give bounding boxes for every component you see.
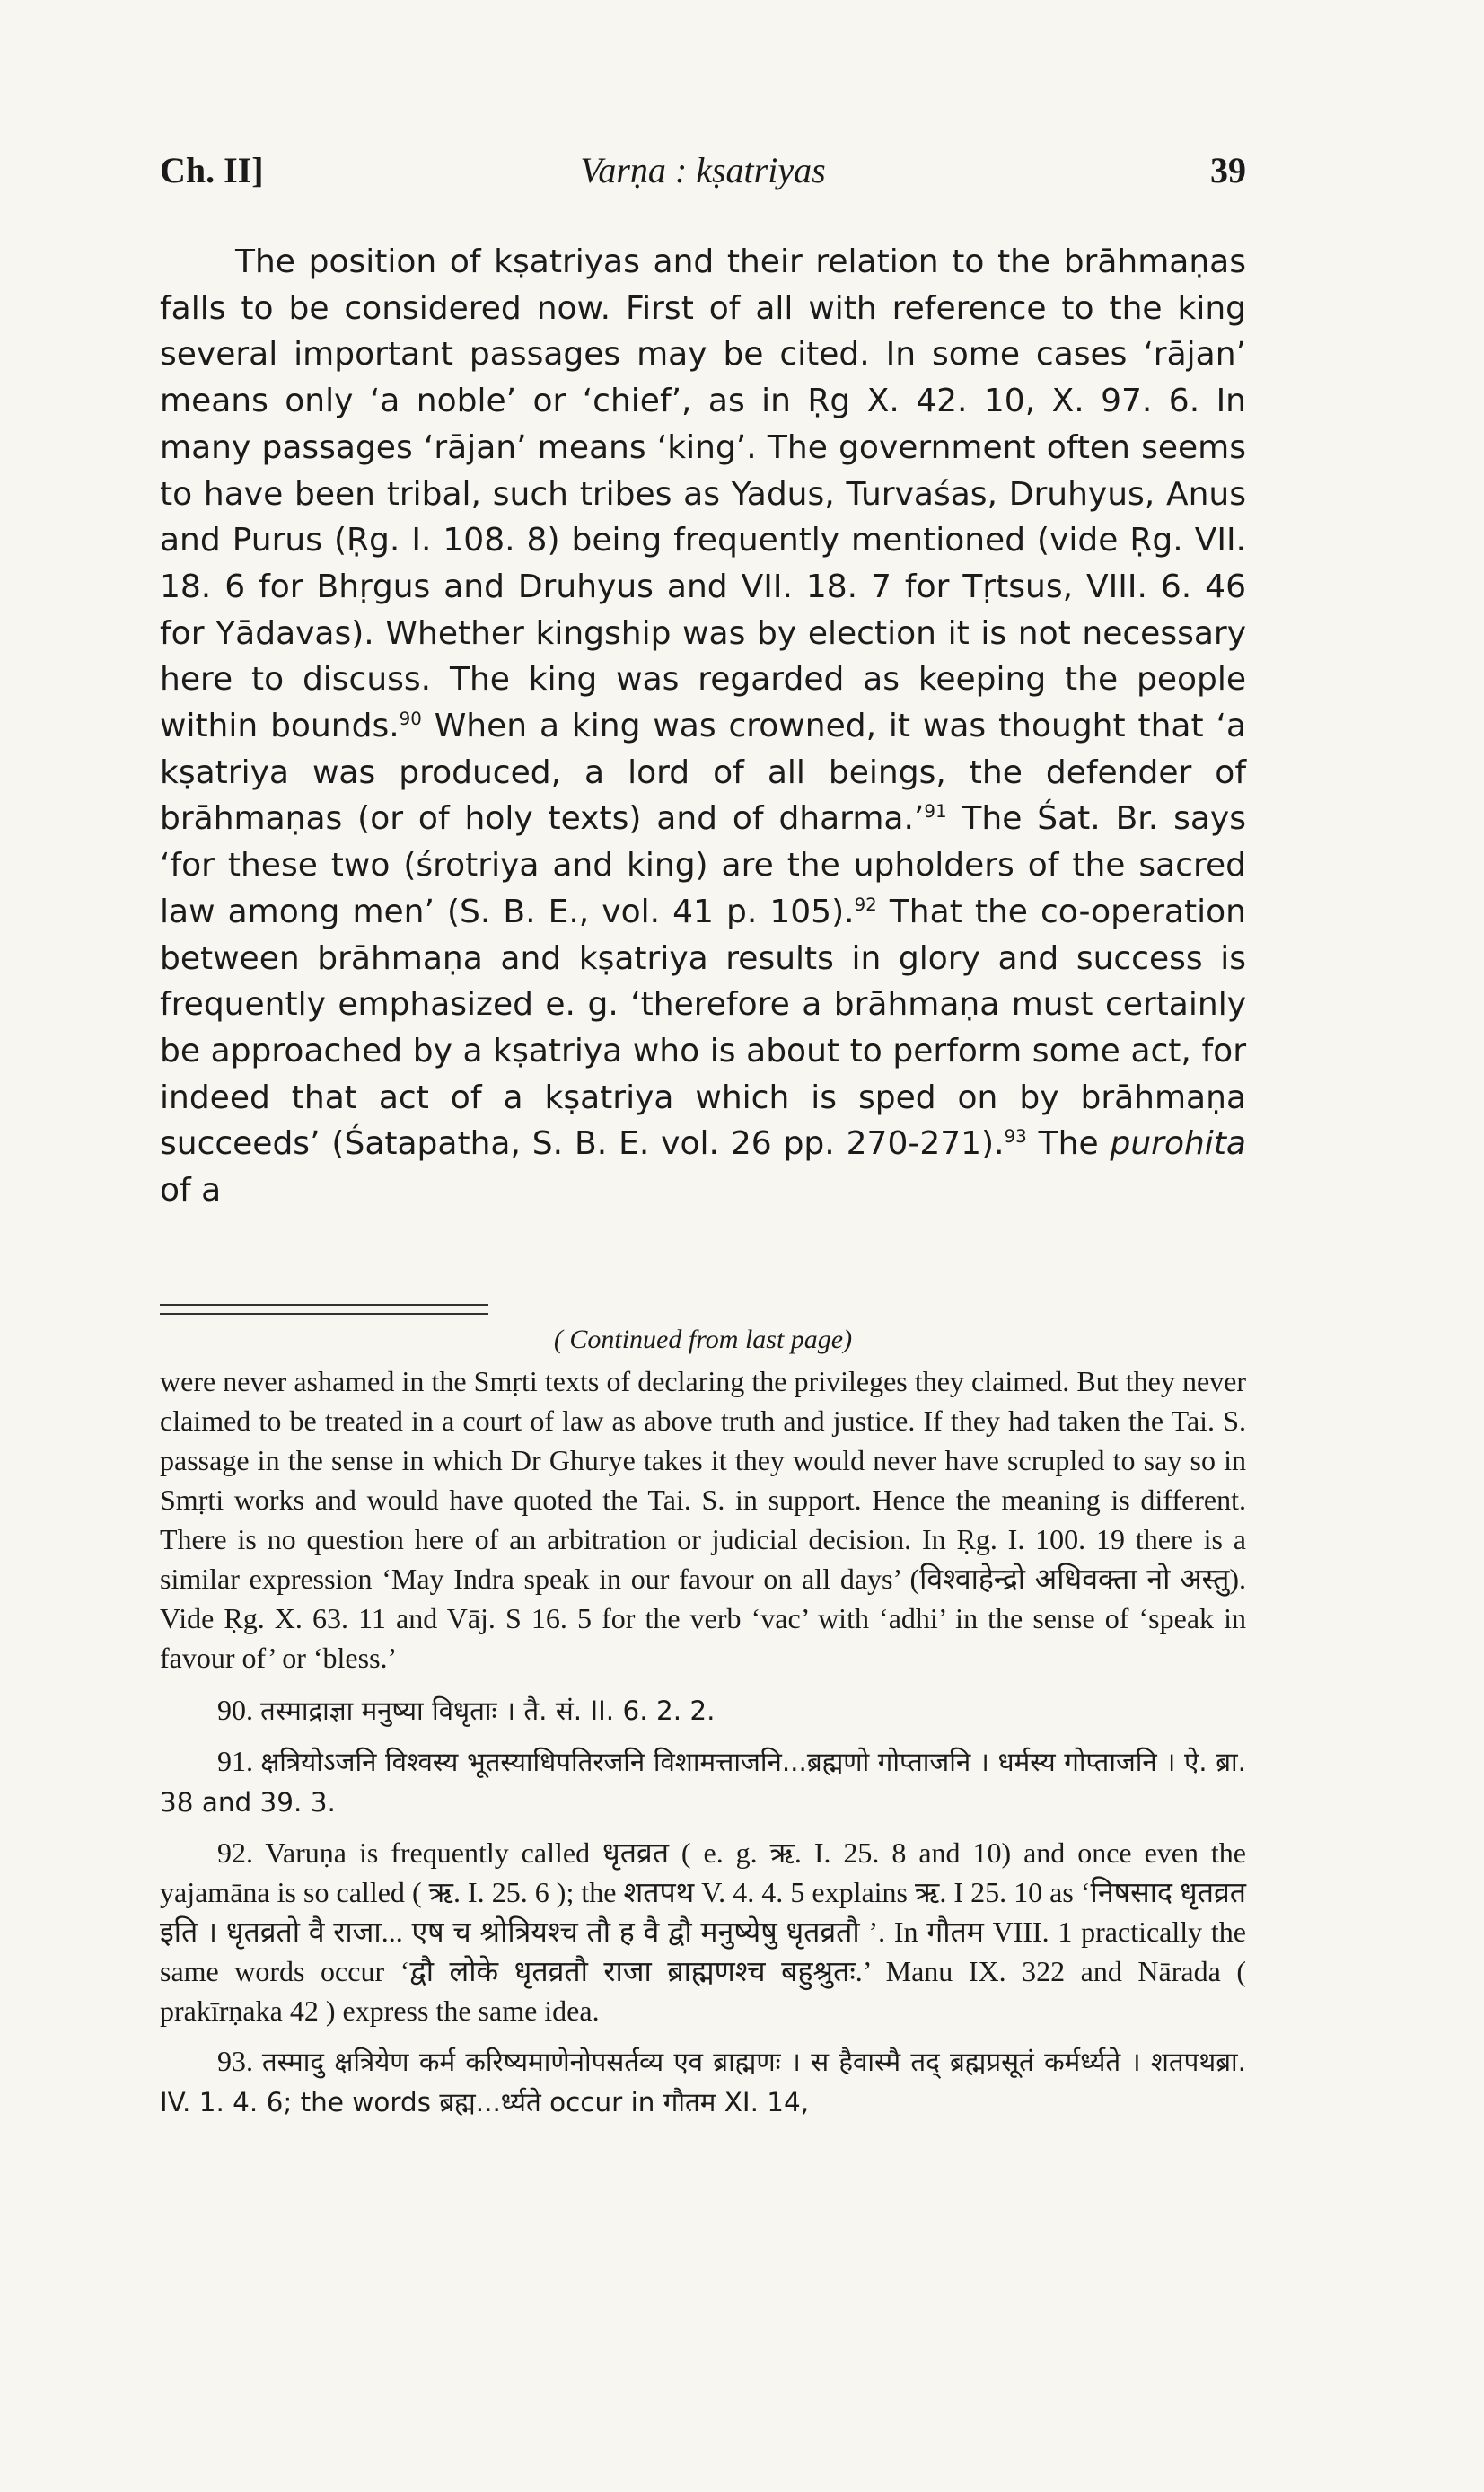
continued-footnote-text: were never ashamed in the Smṛti texts of declaring the privileges they claimed. But they never claimed to be treated in a court of law as above truth and justice. If they had taken the Tai. S. passage in the sense in which Dr Ghurye takes it they would never have scrupled to say so in Smṛti works and would have quoted the Tai. S. in support. Hence the meaning is different. There is no question here of an arbitration or judicial decision. In Ṛg. I. 100. 19 there is a similar expression ‘May Indra speak in our favour on all days’ (विश्वाहेन्द्रो अधिवक्ता नो अस्तु). Vide Ṛg. X. 63. 11 and Vāj. S 16. 5 for the verb ‘vac’ with ‘adhi’ in the sense of ‘speak in favour of’ or ‘bless.’ — [160, 1365, 1246, 1674]
footnote-number: 93. — [217, 2045, 253, 2077]
body-text-3: The Śat. Br. says ‘for these two (śrotriya and king) are the upholders of the sacred law among men’ (S. B. E., vol. 41 p. 105). — [160, 800, 1246, 930]
footnote-ref-91[interactable]: 91 — [924, 801, 947, 823]
footnote-text: तस्माद्राज्ञा मनुष्या विधृताः । तै. सं. II. 6. 2. 2. — [260, 1695, 716, 1726]
footnote-92 — [160, 1833, 1246, 2030]
running-header — [160, 144, 1246, 198]
continued-label: ( Continued from last page) — [553, 1325, 853, 1354]
footnote-text: क्षत्रियोऽजनि विश्वस्य भूतस्याधिपतिरजनि विशामत्ताजनि...ब्रह्मणो गोप्ताजनि । धर्मस्य गोप्ताजनि । ऐ. ब्रा. 38 and 39. 3. — [160, 1747, 1246, 1818]
footnote-90 — [160, 1690, 1246, 1730]
running-title: Varṇa : kṣatriyas — [580, 150, 826, 190]
footnote-ref-92[interactable]: 92 — [854, 894, 877, 915]
page-number: 39 — [1210, 150, 1246, 190]
footnote-divider-top — [160, 1304, 488, 1306]
footnote-text: तस्मादु क्षत्रियेण कर्म करिष्यमाणेनोपसर्तव्य एव ब्राह्मणः । स हैवास्मै तद् ब्रह्मप्रसूतं कर्मर्ध्यते । शतपथब्रा. IV. 1. 4. 6; the words ब्रह्म...र्ध्यते occur in गौतम XI. 14, — [160, 2047, 1246, 2118]
footnote-93 — [160, 2041, 1246, 2122]
body-text-4: That the co-operation between brāhmaṇa and kṣatriya results in glory and success is frequently emphasized e. g. ‘therefore a brāhmaṇa must certainly be approached by a kṣatriya who is about to perform some act, for indeed that act of a kṣatriya which is sped on by brāhmaṇa succeeds’ (Śatapatha, S. B. E. vol. 26 pp. 270-271). — [160, 893, 1246, 1163]
chapter-label: Ch. II] — [160, 150, 264, 190]
footnote-91 — [160, 1741, 1246, 1822]
footnote-divider-bottom — [160, 1313, 488, 1315]
footnotes-section — [160, 1320, 1246, 2133]
footnote-number: 91. — [217, 1745, 253, 1777]
body-text-2: When a king was crowned, it was thought that ‘a kṣatriya was produced, a lord of all beings, the defender of brāhmaṇas (or of holy texts) and of dharma.’ — [160, 708, 1246, 838]
body-text-5: The — [1026, 1125, 1111, 1163]
footnote-number: 90. — [217, 1694, 253, 1726]
body-text-1: The position of kṣatriyas and their relation to the brāhmaṇas falls to be considered now. First of all with reference to the king several important passages may be cited. In some cases ‘rājan’ means only ‘a noble’ or ‘chief’, as in Ṛg X. 42. 10, X. 97. 6. In many passages ‘rājan’ means ‘king’. The government often seems to have been tribal, such tribes as Yadus, Turvaśas, Druhyus, Anus and Purus (Ṛg. I. 108. 8) being frequently mentioned (vide Ṛg. VII. 18. 6 for Bhṛgus and Druhyus and VII. 18. 7 for Tṛtsus, VIII. 6. 46 for Yādavas). Whether kingship was by election it is not necessary here to discuss. The king was regarded as keeping the people within bounds. — [160, 243, 1246, 745]
footnote-number: 92. — [217, 1836, 253, 1869]
footnote-ref-93[interactable]: 93 — [1004, 1126, 1027, 1148]
body-text-6: of a — [160, 1172, 222, 1210]
purohita-term: purohita — [1110, 1125, 1246, 1163]
footnote-text: Varuṇa is frequently called धृतव्रत ( e. g. ऋ. I. 25. 8 and 10) and once even the yajamāna is so called ( ऋ. I. 25. 6 ); the शतपथ V. 4. 4. 5 explains ऋ. I 25. 10 as ‘निषसाद धृतव्रत इति । धृतव्रतो वै राजा... एष च श्रोत्रियश्च तौ ह वै द्वौ मनुष्येषु धृतव्रतौ ’. In गौतम VIII. 1 practically the same words occur ‘द्वौ लोके धृतव्रतौ राजा ब्राह्मणश्च बहुश्रुतः.’ Manu IX. 322 and Nārada ( prakīrṇaka 42 ) express the same idea. — [160, 1836, 1247, 2027]
footnote-ref-90[interactable]: 90 — [399, 709, 422, 730]
body-paragraph — [160, 239, 1246, 1214]
